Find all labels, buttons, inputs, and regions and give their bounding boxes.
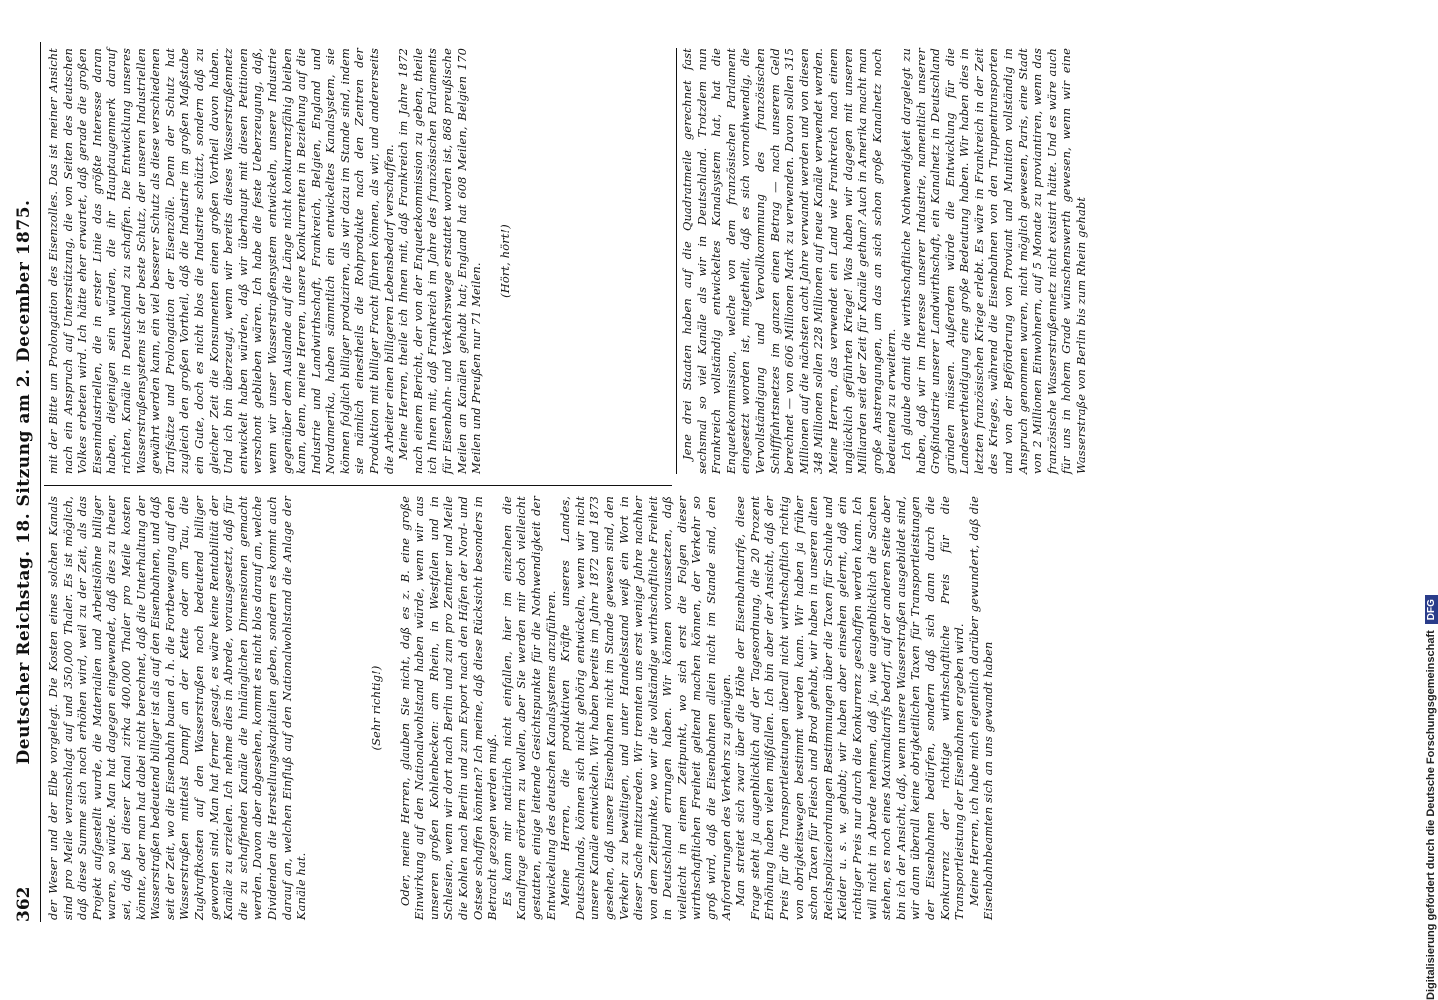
text-column-2 xyxy=(355,496,1260,920)
text-column-4 xyxy=(680,48,1370,474)
section-divider xyxy=(676,48,677,474)
page-title: Deutscher Reichstag. 18. Sitzung am 2. December 1875. xyxy=(14,199,34,765)
digitization-credit xyxy=(1405,0,1437,1000)
text-column-3 xyxy=(46,48,671,474)
credit-text-wrapper xyxy=(1425,595,1438,1000)
column-divider xyxy=(44,485,672,486)
paragraph: der Weser und der Elbe vorgelegt. Die Kosten eines solchen Kanals sind pro Meile veranschlagt auf und 350,000 Thaler. Es ist möglich, daß diese Summe sich noch erhöhen wird, weil zu der Zeit, als das Projekt aufgestellt wurde, die Materialien und Arbeitslöhne billiger waren, so würde. Man hat dagegen eingewendet, daß dies zu theuer sei, daß bei dieser Kanal zirka 400,000 Thaler pro Meile kosten könnte, oder man hat dabei nicht berechnet, daß die Unterhaltung der Wasserstraßen bedeutend billiger ist als auf den Eisenbahnen, und daß seit der Zeit, wo die Eisenbahn bauen d. h. die Fortbewegung auf den Wasserstraßen mittelst Dampf an der Kette oder am Tau, die Zugkraftkosten auf den Wasserstraßen noch bedeutend billiger geworden sind. Man hat ferner gesagt, es wäre keine Rentabilität der Kanäle zu erzielen. Ich nehme dies in Abrede, vorausgesetzt, daß für die zu schaffenden Kanäle die hinlänglichen Dimensionen gemacht werden. Davon aber abgesehen, kommt es nicht blos darauf an, welche Dividenden die Herstellungskapitalien geben, sondern es kommt auch darauf an, welchen Einfluß auf den Nationalwohlstand die Anlage der Kanäle hat. xyxy=(46,496,309,920)
paragraph: Meine Herren, ich habe mich eigentlich darüber gewundert, daß die Eisenbahnbeamten sich an uns gewandt haben xyxy=(966,496,996,920)
paragraph: Jene drei Staaten haben auf die Quadratmeile gerechnet fast sechsmal so viel Kanäle als wir in Deutschland. Trotzdem nun Frankreich vollständig entwickeltes Kanalsystem hat, hat die Enquetekommission, welche von dem französischen Parlament eingesetzt worden ist, mitgetheilt, daß es sich vornothwendig, die Vervollständigung und Vervollkommnung des französischen Schifffahrtsnetzes im ganzen einen Betrag — nach unserem Geld berechnet — von 606 Millionen Mark zu verwenden. Davon sollen 315 Millionen auf die nächsten acht Jahre verwandt werden und von diesen 348 Millionen sollen 228 Millionen auf neue Kanäle verwendet werden. Meine Herren, das verwendet ein Land wie Frankreich nach einem unglücklich geführten Kriege! Was haben wir dagegen mit unseren Milliarden seit der Zeit für Kanäle gethan? Auch in Amerika macht man große Anstrengungen, um das an sich schon große Kanalnetz noch bedeutend zu erweitern. xyxy=(680,48,899,474)
interjection: (Sehr richtig!) xyxy=(369,665,383,751)
text-column-1 xyxy=(46,496,351,920)
dfg-logo: DFG xyxy=(1425,595,1438,624)
paragraph: Man streitet sich zwar über die Höhe der Eisenbahntarife, diese Frage steht ja augenblicklich auf der Tagesordnung, die 20 Prozent Erhöhung haben vielen mißfallen. Ich bin aber der Ansicht, daß der Preis für die Transportleistungen überall nicht wirthschaftlich richtig von obrigkeitswegen bestimmt werden kann. Wir haben ja früher schon Taxen für Fleisch und Brod gehabt, wir haben in unseren alten Reichspolizeiordnungen Bestimmungen über die Taxen für Schuhe und Kleider u. s. w. gehabt; wir haben aber einsehen gelernt, daß ein richtiger Preis nur durch die Konkurrenz geschaffen werden kann. Ich will nicht in Abrede nehmen, daß ja, wie augenblicklich die Sachen stehen, es noch eines Maximaltarifs bedarf, auf der anderen Seite aber bin ich der Ansicht, daß, wenn unsere Wasserstraßen ausgebildet sind, wir dann überall keine obrigkeitlichen Taxen für Transportleistungen der Eisenbahnen bedürfen, sondern daß sich dann durch die Konkurrenz der richtige wirthschaftliche Preis für die Transportleistung der Eisenbahnen ergeben wird. xyxy=(733,496,967,920)
header-rule xyxy=(40,42,41,922)
paragraph: Oder, meine Herren, glauben Sie nicht, daß es z. B. eine große Einwirkung auf den Nationalwohlstand haben würde, wenn wir aus unseren großen Kohlenbecken: am Rhein, in Westfalen und in Schlesien, wenn wir dort nach Berlin und zum pro Zentner und Meile die Kohlen nach Berlin und zum Export nach den Häfen der Nord- und Ostsee schaffen könnten? Ich meine, daß diese Rücksicht besonders in Betracht gezogen werden muß. xyxy=(397,496,500,920)
paragraph: Meine Herren, theile ich Ihnen mit, daß Frankreich im Jahre 1872 nach einem Bericht, der von der Enquetekommission zu geben, theile ich Ihnen mit, daß Frankreich im Jahre des französischen Parlaments für Eisenbahn- und Verkehrswege erstattet worden ist, 868 preußische Meilen an Kanälen gehabt hat; England hat 608 Meilen, Belgien 170 Meilen und Preußen nur 71 Meilen. xyxy=(396,48,484,474)
paragraph: Ich glaube damit die wirthschaftliche Nothwendigkeit dargelegt zu haben, daß wir im Interesse unserer Industrie, namentlich unserer Großindustrie unserer Landwirthschaft, ein Kanalnetz in Deutschland gründen müssen. Außerdem würde die Entwicklung für die Landesvertheidigung eine große Bedeutung haben. Wir haben dies in letzten französischen Kriege erlebt. Es wäre in Frankreich in der Zeit des Krieges, während die Eisenbahnen von den Truppentransporten und von der Beförderung von Proviant und Munition vollständig in Anspruch genommen waren, nicht möglich gewesen, Paris, eine Stadt von 2 Millionen Einwohnern, auf 5 Monate zu proviantiren, wenn das französische Wasserstraßennetz nicht existirt hätte. Und es wäre auch für uns in hohem Grade wünschenswerth gewesen, wenn wir eine Wasserstraße von Berlin bis zum Rhein gehabt xyxy=(898,48,1089,474)
paragraph: Es kann mir natürlich nicht einfallen, hier im einzelnen die Kanalfrage erörtern zu wollen, aber Sie werden mir doch vielleicht gestatten, einige leitende Gesichtspunkte für die Nothwendigkeit der Entwickelung des deutschen Kanalsystems anzuführen. xyxy=(499,496,558,920)
credit-text: Digitalisierung gefördert durch die Deutsche Forschungsgemeinschaft xyxy=(1425,630,1437,1000)
page-number: 362 xyxy=(14,886,34,922)
interjection: (Hört, hört!) xyxy=(497,224,512,298)
paragraph: mit der Bitte um Prolongation des Eisenzolles. Das ist meiner Ansicht nach ein Anspruch auf Unterstützung, die von Seiten des deutschen Volkes erbeten wird. Ich hätte eher erwartet, daß gerade die großen Eisenindustriellen, die in erster Linie das größte Interesse daran haben, diejenigen sein würden, die ihr Hauptaugenmerk darauf richten, Kanäle in Deutschland zu schaffen. Die Entwicklung unseres Wasserstraßensystems ist der beste Schutz, der unseren Industriellen gewährt werden kann, ein viel besserer Schutz als diese verschiedenen Tarifsätze und Prolongation der Eisenzölle. Denn der Schutz hat zugleich den großen Vortheil, daß die Industrie im großen Maßstabe ein Gute, doch es nicht blos die Industrie schützt, sondern daß zu gleicher Zeit die Konsumenten einen großen Vortheil davon haben. Und ich bin überzeugt, wenn wir bereits dieses Wasserstraßennetz entwickelt haben würden, daß wir überhaupt mit diesen Petitionen verschont geblieben wären. Ich habe die feste Ueberzeugung, daß, wenn wir unser Wasserstraßensystem entwickeln, unsere Industrie gegenüber dem Auslande auf die Länge nicht konkurrenzfähig bleiben kann, denn, meine Herren, unsere Konkurrenten in Beziehung auf die Industrie und Landwirthschaft, Frankreich, Belgien, England und Nordamerika, haben sämmtlich ein entwickeltes Kanalsystem, sie können folglich billiger produziren, als wir dazu im Stande sind, indem sie nämlich einestheils die Rohprodukte nach den Zentren der Produktion mit billiger Fracht führen können, als wir, und andererseits die Arbeiter einen billigeren Lebensbedarf verschaffen. xyxy=(46,48,396,474)
page-header xyxy=(6,42,40,922)
paragraph: Meine Herren, die produktiven Kräfte unseres Landes, Deutschlands, können sich nicht gehörig entwickeln, wenn wir nicht unsere Kanäle entwickeln. Wir haben bereits im Jahre 1872 und 1873 gesehen, daß unsere Eisenbahnen nicht im Stande gewesen sind, den Verkehr zu bewältigen, und unter Handelsstand weiß ein Wort in dieser Sache mitzureden. Wir trennten uns erst wenige Jahre nachher von dem Zeitpunkte, wo wir die vollständige wirthschaftliche Freiheit in Deutschland errungen haben. Wir können voraussetzen, daß vielleicht in einem Zeitpunkt, wo sich erst die Folgen dieser wirthschaftlichen Freiheit geltend machen können, der Verkehr so groß wird, daß die Eisenbahnen allein nicht im Stande sind, den Anforderungen des Verkehrs zu genügen. xyxy=(558,496,733,920)
